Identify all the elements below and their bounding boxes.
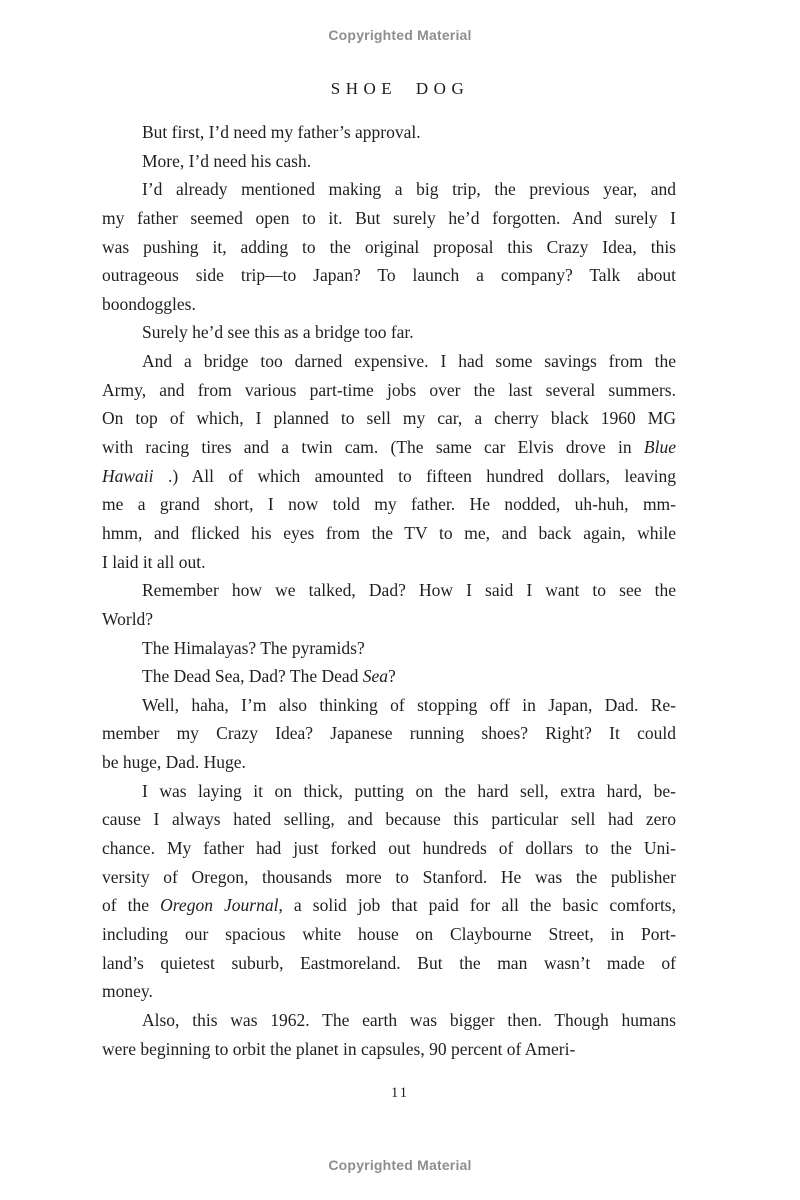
text-line — [102, 175, 676, 204]
text-line — [102, 863, 676, 892]
text-line — [102, 920, 676, 949]
text-run: chance. My father had just forked out hundreds of dollars to the Uni- — [102, 838, 676, 859]
text-run: More, I’d need his cash. — [142, 150, 312, 171]
text-line — [102, 634, 676, 663]
text-line — [102, 949, 676, 978]
text-line — [102, 462, 676, 491]
copyright-notice-top: Copyrighted Material — [328, 27, 472, 43]
text-run: ? — [388, 666, 396, 687]
text-line — [102, 347, 676, 376]
text-line — [102, 576, 676, 605]
text-line — [102, 605, 676, 634]
text-line — [102, 233, 676, 262]
italic-text-run: Oregon Journal — [160, 895, 279, 916]
text-run: Well, haha, I’m also thinking of stopping off in Japan, Dad. Re- — [142, 694, 676, 715]
text-run: But first, I’d need my father’s approval. — [142, 122, 421, 142]
text-run: cause I always hated selling, and because this particular sell had zero — [102, 809, 676, 830]
text-run: my father seemed open to it. But surely he’d forgotten. And surely I — [102, 207, 676, 228]
text-line — [102, 748, 676, 777]
text-run: with racing tires and a twin cam. (The same car Elvis drove in — [102, 437, 644, 458]
text-run: The Dead Sea, Dad? The Dead — [142, 666, 363, 687]
copyright-notice-bottom: Copyrighted Material — [328, 1157, 472, 1173]
text-run: was pushing it, adding to the original proposal this Crazy Idea, this — [102, 236, 676, 257]
text-line — [102, 662, 676, 691]
text-line — [102, 318, 676, 347]
text-run: The Himalayas? The pyramids? — [142, 637, 365, 658]
text-run: World? — [102, 608, 154, 629]
text-line — [102, 777, 676, 806]
text-run: be huge, Dad. Huge. — [102, 752, 246, 773]
running-head: SHOE DOG — [330, 79, 470, 98]
text-line — [102, 891, 676, 920]
text-run: outrageous side trip—to Japan? To launch a company? Talk about — [102, 265, 676, 286]
text-run: me a grand short, I now told my father. He nodded, uh-huh, mm- — [102, 494, 676, 515]
text-run: On top of which, I planned to sell my car, a cherry black 1960 MG — [102, 408, 676, 429]
text-run: I was laying it on thick, putting on the hard sell, extra hard, be- — [142, 780, 676, 801]
text-line — [102, 977, 676, 1006]
text-run: were beginning to orbit the planet in capsules, 90 percent of Ameri- — [102, 1038, 576, 1059]
text-line — [102, 147, 676, 176]
text-run: , a solid job that paid for all the basic comforts, — [278, 895, 676, 916]
text-line — [102, 404, 676, 433]
text-run: boondoggles. — [102, 293, 196, 314]
text-run: member my Crazy Idea? Japanese running shoes? Right? It could — [102, 723, 676, 744]
body-text — [102, 118, 676, 1063]
text-run: land’s quietest suburb, Eastmoreland. But the man wasn’t made of — [102, 952, 676, 973]
text-run: .) All of which amounted to fifteen hundred dollars, leaving — [153, 465, 676, 486]
text-line — [102, 719, 676, 748]
text-line — [102, 1035, 676, 1064]
text-run: hmm, and flicked his eyes from the TV to me, and back again, while — [102, 522, 676, 543]
text-line — [102, 834, 676, 863]
text-line — [102, 1006, 676, 1035]
italic-text-run: Blue — [643, 437, 676, 458]
text-line — [102, 548, 676, 577]
text-run: money. — [102, 981, 153, 1002]
text-line — [102, 376, 676, 405]
italic-text-run: Hawaii — [102, 465, 154, 486]
text-line — [102, 290, 676, 319]
text-line — [102, 261, 676, 290]
text-line — [102, 204, 676, 233]
text-run: I’d already mentioned making a big trip, the previous year, and — [142, 179, 676, 200]
text-run: And a bridge too darned expensive. I had some savings from the — [142, 351, 676, 372]
text-run: versity of Oregon, thousands more to Stanford. He was the publisher — [102, 866, 676, 887]
text-line — [102, 118, 676, 147]
text-run: I laid it all out. — [102, 551, 206, 572]
text-run: Remember how we talked, Dad? How I said I want to see the — [142, 580, 676, 601]
text-run: including our spacious white house on Claybourne Street, in Port- — [102, 923, 676, 944]
text-run: Army, and from various part-time jobs over the last several summers. — [102, 379, 676, 400]
italic-text-run: Sea — [362, 666, 389, 687]
text-run: Surely he’d see this as a bridge too far. — [142, 322, 414, 343]
text-line — [102, 433, 676, 462]
text-run: of the — [102, 895, 161, 916]
text-line — [102, 519, 676, 548]
text-line — [102, 691, 676, 720]
page-number: 11 — [391, 1085, 409, 1101]
text-line — [102, 805, 676, 834]
text-run: Also, this was 1962. The earth was bigger then. Though humans — [142, 1009, 676, 1030]
text-line — [102, 490, 676, 519]
